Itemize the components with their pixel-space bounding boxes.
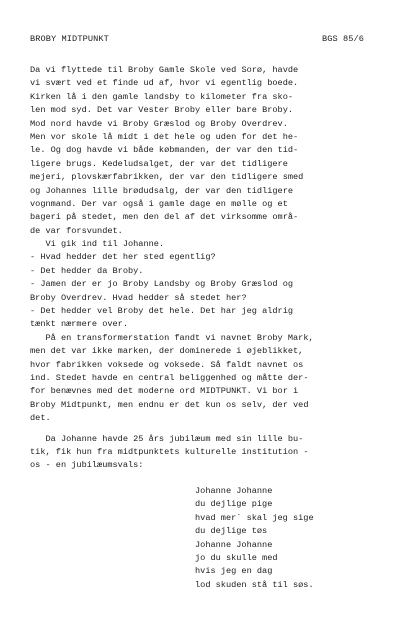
text-line: mejeri, plovskærfabrikken, der var den tidligere smed: [30, 172, 304, 183]
text-line: men det var ikke marken, der dominerede i øjeblikket,: [30, 346, 304, 357]
text-line: - Jamen der er jo Broby Landsby og Broby Græslod og: [30, 279, 294, 290]
text-line: vi svært ved et finde ud af, hvor vi egentlig boede.: [30, 78, 299, 89]
text-line: len mod syd. Det var Vester Broby eller bare Broby.: [30, 105, 294, 116]
text-line: os - en jubilæumsvals:: [30, 460, 144, 471]
text-line: vognmand. Der var også i gamle dage en mølle og et: [30, 198, 288, 209]
text-line: hvor fabrikken voksede og voksede. Så faldt navnet os: [30, 359, 304, 370]
text-line: På en transformerstation fandt vi navnet Broby Mark,: [30, 332, 314, 343]
text-line: ind. Stedet havde en central beliggenhed og måtte der-: [30, 372, 309, 383]
text-line: Kirken lå i den gamle landsby to kilometer fra sko-: [30, 91, 294, 102]
text-line: Vi gik ind til Johanne.: [30, 239, 165, 250]
poem-line: Johanne Johanne: [195, 486, 273, 496]
text-line: Da Johanne havde 25 års jubilæum med sin lille bu-: [30, 433, 304, 444]
text-line: Broby Midtpunkt, men endnu er det kun os selv, der ved: [30, 399, 309, 410]
text-line: tænkt nærmere over.: [30, 319, 128, 330]
text-line: Mod nord havde vi Broby Græslod og Broby Overdrev.: [30, 118, 288, 129]
poem-line: Johanne Johanne: [195, 539, 273, 550]
page-header: [30, 34, 364, 44]
poem-line: lod skuden stå til søs.: [195, 579, 314, 590]
poem-line: jo du skulle med: [195, 552, 278, 563]
poem-line: hvis jeg en dag: [195, 566, 273, 577]
text-line: bageri på stedet, men den del af det virksomme områ-: [30, 212, 299, 223]
header-title: BROBY MIDTPUNKT: [30, 34, 109, 44]
poem-line: hvad mer´ skal jeg sige: [195, 512, 314, 523]
poem-line: du dejlige pige: [195, 499, 273, 510]
poem: [195, 485, 314, 592]
text-line: le. Og dog havde vi både købmanden, der var den tid-: [30, 145, 299, 156]
text-line: det.: [30, 413, 51, 424]
text-line: - Hvad hedder det her sted egentlig?: [30, 252, 216, 263]
text-line: de var forsvundet.: [30, 225, 123, 236]
poem-line: du dejlige tøs: [195, 526, 268, 537]
text-line: ligere brugs. Kedeludsalget, der var det tidligere: [30, 158, 288, 169]
text-line: Da vi flyttede til Broby Gamle Skole ved Sorø, havde: [30, 65, 299, 75]
text-line: og Johannes lille brødudsalg, der var den tidligere: [30, 185, 294, 196]
header-reference: BGS 85/6: [321, 34, 364, 44]
body-text: [30, 64, 314, 473]
text-line: tik, fik hun fra midtpunktets kulturelle institution -: [30, 446, 309, 457]
text-line: Broby Overdrev. Hvad hedder så stedet her?: [30, 292, 247, 303]
text-line: - Det hedder vel Broby det hele. Det har jeg aldrig: [30, 306, 294, 317]
paragraph-gap: [30, 426, 314, 433]
text-line: Men vor skole lå midt i det hele og uden for det he-: [30, 131, 299, 142]
text-line: for benævnes med det moderne ord MIDTPUNKT. Vi bor i: [30, 386, 299, 397]
text-line: - Det hedder da Broby.: [30, 265, 144, 276]
